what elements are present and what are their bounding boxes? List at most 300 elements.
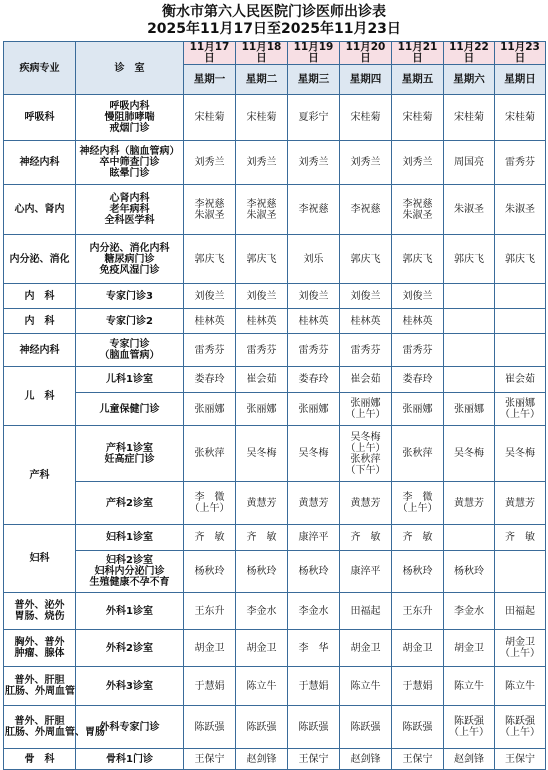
doctor-cell — [392, 367, 444, 393]
schedule-row — [4, 551, 546, 593]
disease-label: 普外、泌外 — [14, 600, 65, 611]
schedule-row — [4, 393, 546, 426]
doctor-name: 齐 敏 — [505, 532, 535, 543]
doctor-name: 郭庆飞 — [505, 253, 535, 265]
doctor-name: 胡金卫 — [402, 642, 433, 654]
clinic-label: 神经内科（脑血管病） — [79, 146, 180, 157]
schedule-row — [4, 141, 546, 185]
schedule-row — [4, 334, 546, 367]
clinic-label: 妇科内分泌门诊 — [94, 566, 165, 577]
doctor-cell — [184, 525, 236, 551]
clinic-cell — [76, 334, 184, 367]
disease-label: 肿瘤、腺体 — [14, 648, 65, 659]
title-line-1: 衡水市第六人民医院门诊医师出诊表 — [162, 4, 386, 20]
clinic-label: 专家门诊2 — [106, 315, 153, 327]
doctor-cell — [495, 551, 546, 593]
doctor-name: 朱淑圣 — [246, 209, 277, 221]
doctor-cell — [392, 551, 444, 593]
disease-label: 呼吸科 — [24, 112, 55, 123]
doctor-name: 桂林英 — [194, 315, 225, 327]
doctor-name: 雷秀芬 — [350, 344, 381, 356]
doctor-cell — [288, 185, 340, 235]
doctor-name: 宋桂菊 — [402, 112, 433, 123]
clinic-label: 外科2诊室 — [106, 642, 153, 654]
clinic-cell — [76, 367, 184, 393]
doctor-name: 黄慧芳 — [350, 497, 381, 509]
doctor-name: 赵剑锋 — [454, 753, 484, 765]
doctor-name: 陈跃强 — [246, 721, 277, 733]
clinic-cell — [76, 185, 184, 235]
doctor-cell — [392, 284, 444, 309]
doctor-name: 李祝慈 — [350, 204, 381, 215]
doctor-cell — [444, 393, 495, 426]
doctor-cell — [236, 334, 288, 367]
clinic-cell — [76, 667, 184, 706]
clinic-label: 老年病科 — [109, 204, 150, 215]
clinic-cell — [76, 426, 184, 482]
doctor-name: 杨秋玲 — [246, 566, 277, 577]
doctor-name: 康淬平 — [298, 532, 329, 543]
doctor-name: 娄春玲 — [194, 374, 225, 385]
doctor-name: 李祝慈 — [194, 198, 225, 210]
clinic-label: 妇科1诊室 — [106, 532, 153, 543]
schedule-row — [4, 706, 546, 749]
disease-label: 骨 科 — [24, 753, 55, 765]
session-note: （上午） — [500, 648, 540, 659]
doctor-name: 于慧娟 — [402, 680, 433, 692]
schedule-row — [4, 593, 546, 630]
doctor-cell — [340, 551, 392, 593]
doctor-cell — [236, 667, 288, 706]
doctor-cell — [184, 749, 236, 770]
doctor-cell — [495, 630, 546, 667]
doctor-name: 赵剑锋 — [246, 753, 277, 765]
doctor-name: 张丽娜 — [298, 403, 329, 415]
doctor-name: 杨秋玲 — [298, 566, 329, 577]
doctor-cell — [495, 593, 546, 630]
doctor-name: 张秋萍 — [350, 453, 381, 465]
doctor-cell — [340, 235, 392, 284]
clinic-label: 产科2诊室 — [106, 497, 153, 509]
doctor-cell — [288, 309, 340, 334]
clinic-label: 戒烟门诊 — [109, 123, 150, 134]
clinic-label: 外科3诊室 — [106, 680, 153, 692]
doctor-cell — [392, 593, 444, 630]
doctor-cell — [392, 185, 444, 235]
date-header: 11月23日 — [495, 42, 546, 65]
clinic-cell — [76, 551, 184, 593]
doctor-cell — [340, 95, 392, 141]
doctor-name: 胡金卫 — [350, 642, 381, 654]
clinic-label: 糖尿病门诊 — [104, 253, 155, 265]
disease-label: 肛肠、外周血管 — [5, 686, 75, 697]
doctor-name: 吴冬梅 — [454, 448, 484, 459]
clinic-label: 免疫风湿门诊 — [99, 264, 160, 276]
disease-cell — [4, 95, 76, 141]
clinic-cell — [76, 309, 184, 334]
clinic-cell — [76, 593, 184, 630]
weekday-header: 星期日 — [495, 65, 546, 95]
doctor-cell — [184, 309, 236, 334]
doctor-cell — [392, 482, 444, 525]
doctor-name: 郭庆飞 — [246, 253, 277, 265]
doctor-name: 田福起 — [350, 605, 381, 617]
disease-cell — [4, 141, 76, 185]
clinic-cell — [76, 525, 184, 551]
doctor-cell — [236, 630, 288, 667]
schedule-row — [4, 185, 546, 235]
session-note: （上午） — [397, 503, 438, 514]
doctor-name: 郭庆飞 — [402, 253, 433, 265]
clinic-cell — [76, 749, 184, 770]
doctor-name: 陈跃强 — [298, 721, 329, 733]
disease-label: 产科 — [29, 469, 50, 481]
doctor-cell — [495, 95, 546, 141]
doctor-name: 郭庆飞 — [350, 253, 381, 265]
doctor-cell — [495, 334, 546, 367]
doctor-name: 崔会茹 — [246, 374, 277, 385]
doctor-name: 李金水 — [298, 605, 329, 617]
doctor-cell — [495, 235, 546, 284]
session-note: （上午） — [345, 442, 386, 454]
doctor-cell — [444, 482, 495, 525]
doctor-cell — [444, 593, 495, 630]
doctor-cell — [184, 630, 236, 667]
title-line-2: 2025年11月17日至2025年11月23日 — [147, 21, 401, 37]
schedule-row — [4, 284, 546, 309]
doctor-cell — [288, 593, 340, 630]
doctor-name: 杨秋玲 — [194, 566, 225, 577]
doctor-cell — [444, 630, 495, 667]
clinic-label: 专家门诊 — [109, 339, 150, 350]
clinic-cell — [76, 235, 184, 284]
schedule-table — [3, 41, 546, 770]
doctor-name: 周国亮 — [454, 157, 484, 168]
doctor-name: 刘乐 — [303, 253, 324, 265]
doctor-name: 吴冬梅 — [350, 431, 381, 443]
doctor-name: 刘秀兰 — [402, 157, 433, 168]
doctor-name: 张丽娜 — [194, 403, 225, 415]
doctor-cell — [340, 426, 392, 482]
disease-cell — [4, 334, 76, 367]
doctor-name: 李 华 — [298, 642, 329, 654]
doctor-cell — [444, 235, 495, 284]
doctor-name: 齐 敏 — [194, 532, 225, 543]
doctor-name: 陈立牛 — [246, 680, 277, 692]
doctor-name: 黄慧芳 — [246, 497, 277, 509]
doctor-name: 刘俊兰 — [298, 290, 329, 302]
clinic-label: 外科1诊室 — [106, 605, 153, 617]
weekday-header: 星期四 — [340, 65, 392, 95]
doctor-cell — [288, 749, 340, 770]
doctor-cell — [288, 482, 340, 525]
doctor-name: 郭庆飞 — [454, 253, 484, 265]
doctor-cell — [444, 185, 495, 235]
doctor-name: 张丽娜 — [454, 403, 484, 415]
doctor-cell — [392, 525, 444, 551]
weekday-header: 星期一 — [184, 65, 236, 95]
doctor-cell — [288, 426, 340, 482]
doctor-cell — [340, 393, 392, 426]
clinic-cell — [76, 284, 184, 309]
doctor-cell — [288, 630, 340, 667]
session-note: （上午） — [449, 727, 489, 738]
doctor-name: 陈跃强 — [505, 716, 535, 727]
doctor-cell — [236, 235, 288, 284]
doctor-cell — [495, 706, 546, 749]
clinic-label: 妇科2诊室 — [106, 555, 153, 566]
doctor-name: 刘秀兰 — [194, 157, 225, 168]
doctor-cell — [444, 426, 495, 482]
doctor-cell — [184, 593, 236, 630]
clinic-label: 妊高症门诊 — [104, 453, 155, 465]
doctor-name: 刘俊兰 — [194, 290, 225, 302]
doctor-name: 黄慧芳 — [298, 497, 329, 509]
clinic-label: 产科1诊室 — [106, 442, 153, 454]
disease-label: 内 科 — [24, 315, 55, 327]
clinic-label: 内分泌、消化内科 — [89, 242, 170, 254]
doctor-cell — [288, 525, 340, 551]
weekday-header: 星期六 — [444, 65, 495, 95]
disease-cell — [4, 426, 76, 525]
doctor-cell — [184, 367, 236, 393]
clinic-cell — [76, 630, 184, 667]
clinic-label: 眩晕门诊 — [109, 168, 150, 179]
disease-cell — [4, 706, 105, 749]
doctor-name: 胡金卫 — [505, 637, 535, 648]
doctor-cell — [236, 185, 288, 235]
doctor-name: 陈跃强 — [454, 716, 484, 727]
doctor-name: 李 微 — [402, 492, 433, 503]
clinic-label: 全科医学科 — [104, 215, 155, 226]
doctor-cell — [340, 334, 392, 367]
session-note: （上午） — [500, 409, 540, 420]
doctor-name: 朱淑圣 — [454, 204, 484, 215]
doctor-cell — [392, 426, 444, 482]
disease-cell — [4, 525, 76, 593]
doctor-name: 雷秀芬 — [246, 344, 277, 356]
doctor-cell — [288, 367, 340, 393]
doctor-cell — [184, 185, 236, 235]
clinic-label: 外科专家门诊 — [99, 721, 160, 733]
disease-label: 胃肠、烧伤 — [14, 611, 65, 622]
doctor-cell — [444, 367, 495, 393]
doctor-name: 陈立牛 — [454, 680, 484, 692]
doctor-cell — [340, 667, 392, 706]
clinic-label: 慢阻肺哮喘 — [104, 112, 155, 123]
disease-label: 内 科 — [24, 290, 55, 302]
doctor-name: 桂林英 — [246, 315, 277, 327]
doctor-cell — [288, 334, 340, 367]
doctor-cell — [392, 309, 444, 334]
doctor-cell — [340, 367, 392, 393]
date-header: 11月18日 — [236, 42, 288, 65]
disease-label: 心内、肾内 — [14, 204, 65, 215]
date-header: 11月19日 — [288, 42, 340, 65]
doctor-cell — [392, 393, 444, 426]
doctor-cell — [444, 141, 495, 185]
doctor-cell — [236, 593, 288, 630]
doctor-cell — [184, 141, 236, 185]
doctor-cell — [236, 426, 288, 482]
clinic-label: 卒中筛查门诊 — [99, 157, 160, 168]
disease-label: 神经内科 — [19, 157, 60, 168]
doctor-name: 张丽娜 — [505, 398, 535, 409]
doctor-cell — [340, 525, 392, 551]
disease-cell — [4, 749, 76, 770]
doctor-name: 杨秋玲 — [454, 566, 484, 577]
clinic-label: 心肾内科 — [109, 193, 150, 204]
doctor-name: 朱淑圣 — [402, 209, 433, 221]
doctor-name: 胡金卫 — [454, 642, 484, 654]
clinic-cell — [76, 482, 184, 525]
doctor-name: 夏彩宁 — [298, 112, 329, 123]
doctor-cell — [288, 667, 340, 706]
doctor-name: 李金水 — [246, 605, 277, 617]
doctor-name: 宋桂菊 — [350, 112, 381, 123]
session-note: （上午） — [189, 503, 230, 514]
disease-label: 普外、肝胆 — [14, 716, 65, 727]
disease-cell — [4, 667, 76, 706]
doctor-name: 郭庆飞 — [194, 253, 225, 265]
doctor-cell — [236, 706, 288, 749]
doctor-cell — [444, 667, 495, 706]
doctor-cell — [340, 630, 392, 667]
doctor-name: 胡金卫 — [246, 642, 277, 654]
disease-cell — [4, 185, 76, 235]
doctor-name: 张丽娜 — [350, 398, 381, 409]
doctor-cell — [392, 141, 444, 185]
doctor-cell — [236, 367, 288, 393]
disease-label: 妇科 — [29, 553, 50, 564]
schedule-row — [4, 749, 546, 770]
doctor-cell — [495, 284, 546, 309]
doctor-cell — [392, 95, 444, 141]
date-header: 11月17日 — [184, 42, 236, 65]
doctor-cell — [236, 284, 288, 309]
doctor-name: 李祝慈 — [246, 198, 277, 210]
doctor-cell — [444, 95, 495, 141]
doctor-cell — [236, 393, 288, 426]
disease-cell — [4, 235, 76, 284]
doctor-cell — [444, 749, 495, 770]
doctor-cell — [340, 185, 392, 235]
doctor-name: 李祝慈 — [402, 198, 433, 210]
doctor-cell — [444, 551, 495, 593]
doctor-name: 张丽娜 — [402, 403, 433, 415]
doctor-name: 齐 敏 — [350, 532, 381, 543]
doctor-cell — [340, 141, 392, 185]
clinic-cell — [76, 393, 184, 426]
doctor-cell — [392, 630, 444, 667]
schedule-row — [4, 667, 546, 706]
disease-label: 神经内科 — [19, 344, 60, 356]
doctor-name: 刘俊兰 — [402, 290, 433, 302]
doctor-name: 王保宁 — [194, 753, 225, 765]
disease-label: 普外、肝胆 — [14, 675, 65, 686]
doctor-cell — [495, 185, 546, 235]
doctor-name: 李 微 — [194, 492, 225, 503]
doctor-cell — [184, 95, 236, 141]
doctor-name: 杨秋玲 — [402, 566, 433, 577]
doctor-cell — [288, 141, 340, 185]
doctor-name: 陈跃强 — [350, 721, 381, 733]
disease-label: 儿 科 — [24, 390, 55, 402]
disease-label: 内分泌、消化 — [9, 253, 70, 265]
doctor-name: 桂林英 — [298, 315, 329, 327]
clinic-label: 生殖健康不孕不育 — [89, 577, 170, 588]
doctor-cell — [392, 667, 444, 706]
doctor-name: 雷秀芬 — [402, 344, 433, 356]
doctor-name: 桂林英 — [402, 315, 433, 327]
doctor-name: 王保宁 — [402, 753, 433, 765]
disease-label: 肛肠、外周血管、胃肠 — [5, 727, 105, 738]
clinic-label: 呼吸内科 — [109, 101, 150, 112]
schedule-row — [4, 309, 546, 334]
disease-cell — [4, 284, 76, 309]
disease-label: 胸外、普外 — [14, 637, 65, 648]
doctor-cell — [184, 482, 236, 525]
doctor-name: 雷秀芬 — [505, 157, 535, 168]
schedule-row — [4, 95, 546, 141]
doctor-name: 宋桂菊 — [505, 112, 535, 123]
doctor-name: 于慧娟 — [298, 680, 329, 692]
doctor-name: 李祝慈 — [298, 204, 329, 215]
doctor-cell — [236, 482, 288, 525]
doctor-cell — [340, 749, 392, 770]
doctor-cell — [495, 426, 546, 482]
date-header-row — [4, 42, 546, 65]
disease-cell — [4, 630, 76, 667]
doctor-name: 桂林英 — [350, 315, 381, 327]
doctor-name: 娄春玲 — [402, 374, 433, 385]
doctor-cell — [495, 749, 546, 770]
doctor-name: 娄春玲 — [298, 374, 329, 385]
doctor-cell — [236, 95, 288, 141]
doctor-name: 陈立牛 — [505, 680, 535, 692]
doctor-name: 雷秀芬 — [194, 344, 225, 356]
clinic-cell — [76, 141, 184, 185]
doctor-cell — [288, 706, 340, 749]
doctor-cell — [184, 426, 236, 482]
date-header: 11月22日 — [444, 42, 495, 65]
doctor-name: 朱淑圣 — [194, 209, 225, 221]
doctor-name: 宋桂菊 — [454, 112, 484, 123]
schedule-row — [4, 426, 546, 482]
schedule-row — [4, 630, 546, 667]
doctor-name: 田福起 — [505, 605, 535, 617]
doctor-name: 于慧娟 — [194, 680, 225, 692]
doctor-cell — [184, 667, 236, 706]
doctor-cell — [444, 706, 495, 749]
doctor-cell — [495, 393, 546, 426]
doctor-name: 崔会茹 — [350, 374, 381, 385]
doctor-name: 刘秀兰 — [350, 157, 381, 168]
doctor-name: 王东升 — [194, 605, 225, 617]
doctor-name: 陈跃强 — [402, 721, 433, 733]
clinic-label: 专家门诊3 — [106, 290, 153, 302]
doctor-cell — [392, 235, 444, 284]
clinic-cell — [76, 95, 184, 141]
session-note: （下午） — [345, 464, 386, 476]
doctor-name: 刘俊兰 — [350, 290, 381, 302]
doctor-name: 黄慧芳 — [454, 497, 484, 509]
doctor-cell — [495, 482, 546, 525]
doctor-cell — [495, 367, 546, 393]
doctor-cell — [495, 667, 546, 706]
doctor-cell — [184, 551, 236, 593]
doctor-name: 刘秀兰 — [246, 157, 277, 168]
